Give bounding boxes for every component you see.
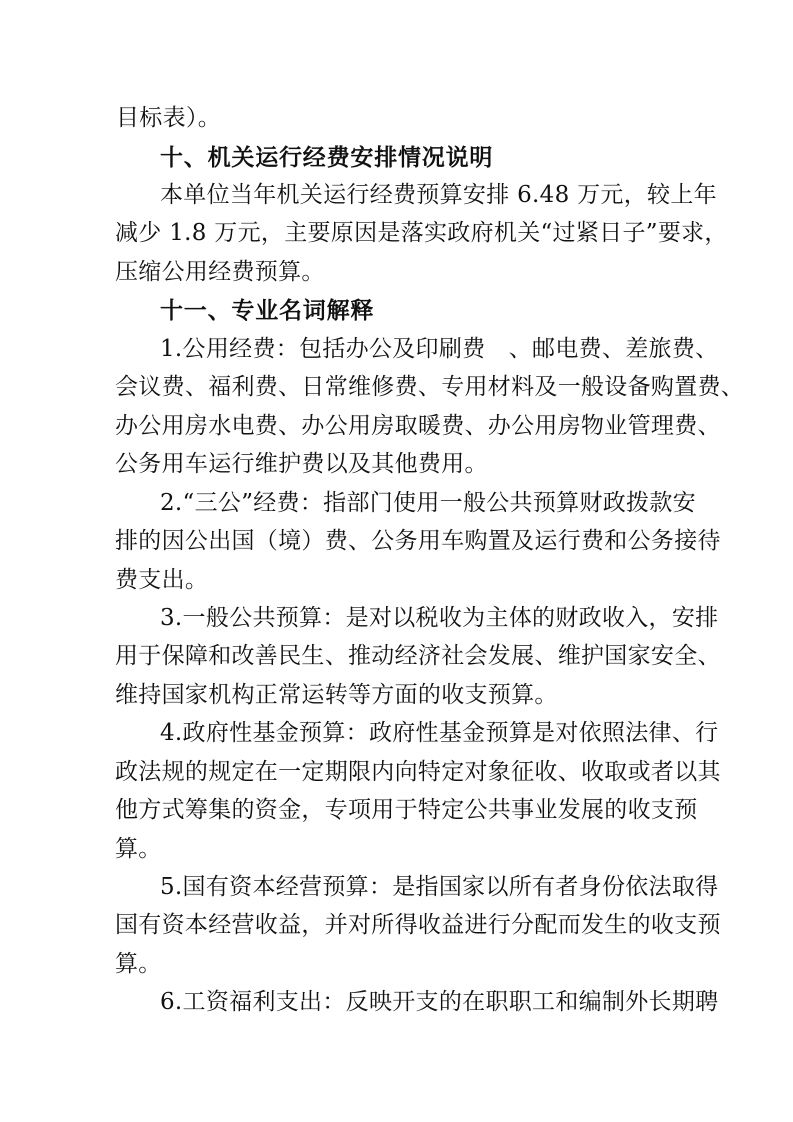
paragraph-line: 本单位当年机关运行经费预算安排 6.48 万元，较上年 [160, 182, 717, 208]
definition-item-5-line: 5.国有资本经营预算：是指国家以所有者身份依法取得 [160, 874, 719, 900]
definition-item-3-line: 维持国家机构正常运转等方面的收支预算。 [115, 682, 558, 708]
definition-item-1-line: 公务用车运行维护费以及其他费用。 [115, 451, 488, 477]
definition-item-1-line: 办公用房水电费、办公用房取暖费、办公用房物业管理费、 [115, 413, 721, 439]
paragraph-continuation-line: 目标表）。 [116, 105, 221, 131]
definition-item-1-line: 会议费、福利费、日常维修费、专用材料及一般设备购置费、 [115, 374, 745, 400]
definition-item-4-line: 算。 [115, 836, 162, 862]
paragraph-line: 压缩公用经费预算。 [115, 259, 325, 285]
section-heading-11: 十一、专业名词解释 [160, 298, 375, 324]
definition-item-4-line: 政法规的规定在一定期限内向特定对象征收、收取或者以其 [115, 759, 721, 785]
definition-item-1-line: 1.公用经费：包括办公及印刷费 、邮电费、差旅费、 [160, 336, 719, 362]
definition-item-6-line: 6.工资福利支出：反映开支的在职职工和编制外长期聘 [160, 989, 719, 1015]
definition-item-5-line: 算。 [115, 951, 162, 977]
definition-item-3-line: 3.一般公共预算：是对以税收为主体的财政收入，安排 [160, 605, 719, 631]
definition-item-5-line: 国有资本经营收益，并对所得收益进行分配而发生的收支预 [115, 912, 721, 938]
definition-item-4-line: 4.政府性基金预算：政府性基金预算是对依照法律、行 [160, 720, 719, 746]
paragraph-line: 减少 1.8 万元，主要原因是落实政府机关“过紧日子”要求， [115, 220, 728, 246]
definition-item-4-line: 他方式筹集的资金，专项用于特定公共事业发展的收支预 [115, 797, 698, 823]
section-heading-10: 十、机关运行经费安排情况说明 [160, 145, 494, 171]
definition-item-2-line: 2.“三公”经费：指部门使用一般公共预算财政拨款安 [160, 490, 696, 516]
definition-item-2-line: 费支出。 [115, 567, 209, 593]
definition-item-2-line: 排的因公出国（境）费、公务用车购置及运行费和公务接待 [115, 528, 721, 554]
definition-item-3-line: 用于保障和改善民生、推动经济社会发展、维护国家安全、 [115, 643, 721, 669]
